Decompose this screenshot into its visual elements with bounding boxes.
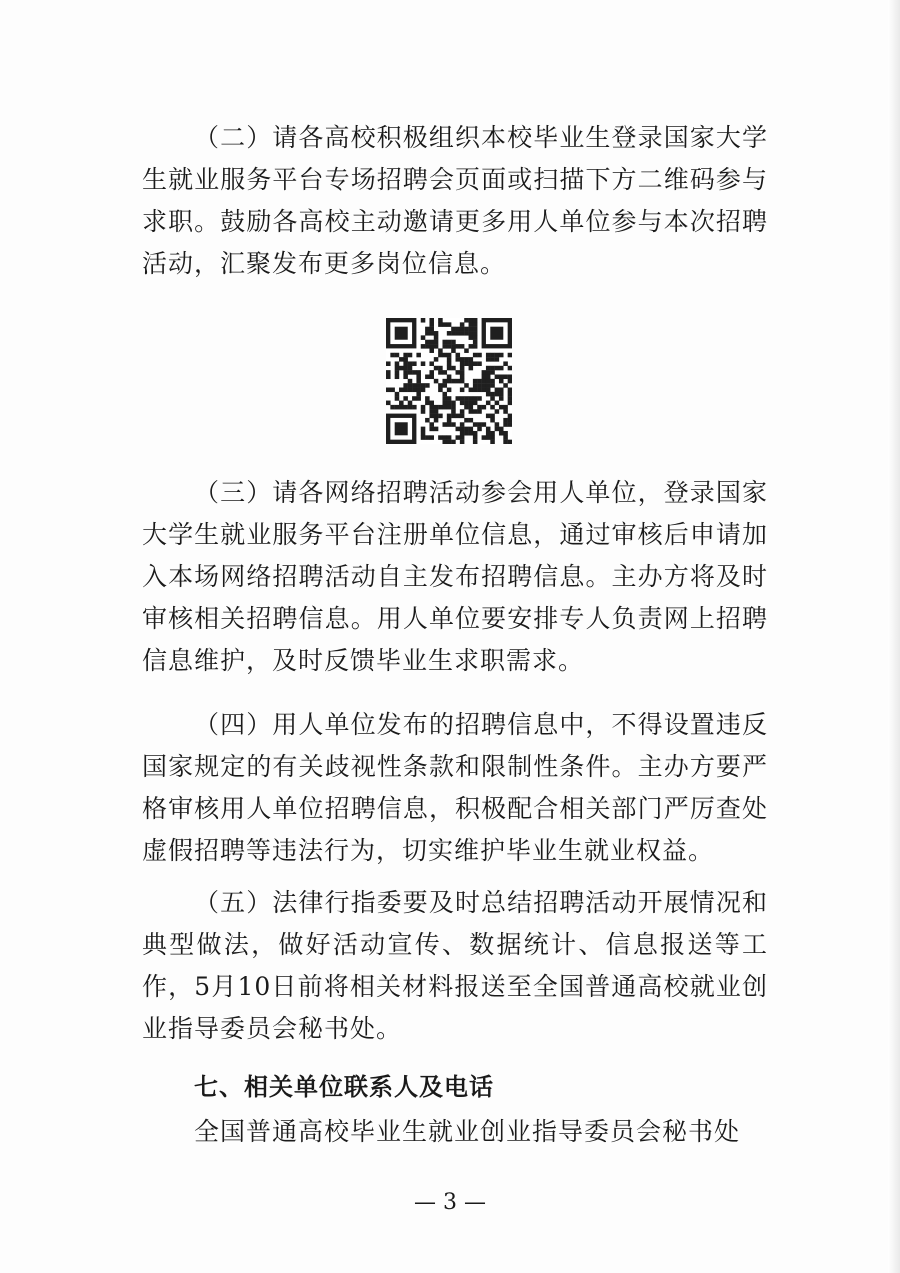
contact-line: 全国普通高校毕业生就业创业指导委员会秘书处 — [194, 1117, 741, 1146]
qr-code-graphic — [386, 318, 512, 444]
paragraph-4-text: （四）用人单位发布的招聘信息中，不得设置违反国家规定的有关歧视性条款和限制性条件。主办方要严格审核用人单位招聘信息，积极配合相关部门严厉查处虚假招聘等违法行为，切实维护毕业生就业权益。 — [142, 710, 768, 865]
paragraph-4 — [142, 704, 768, 872]
paragraph-5 — [142, 882, 768, 1050]
paragraph-2 — [142, 117, 768, 285]
qr-code-icon[interactable] — [386, 318, 512, 444]
paragraph-3 — [142, 472, 768, 682]
paragraph-5-text: （五）法律行指委要及时总结招聘活动开展情况和典型做法，做好活动宣传、数据统计、信息报送等工作，5月10日前将相关材料报送至全国普通高校就业创业指导委员会秘书处。 — [142, 888, 768, 1043]
paragraph-2-text: （二）请各高校积极组织本校毕业生登录国家大学生就业服务平台专场招聘会页面或扫描下方二维码参与求职。鼓励各高校主动邀请更多用人单位参与本次招聘活动，汇聚发布更多岗位信息。 — [142, 123, 768, 278]
page-edge-shadow — [888, 0, 900, 1273]
paragraph-3-text: （三）请各网络招聘活动参会用人单位，登录国家大学生就业服务平台注册单位信息，通过审核后申请加入本场网络招聘活动自主发布招聘信息。主办方将及时审核相关招聘信息。用人单位要安排专人负责网上招聘信息维护，及时反馈毕业生求职需求。 — [142, 478, 768, 675]
section-heading: 七、相关单位联系人及电话 — [194, 1073, 494, 1101]
page-number: — 3 — — [414, 1190, 486, 1215]
